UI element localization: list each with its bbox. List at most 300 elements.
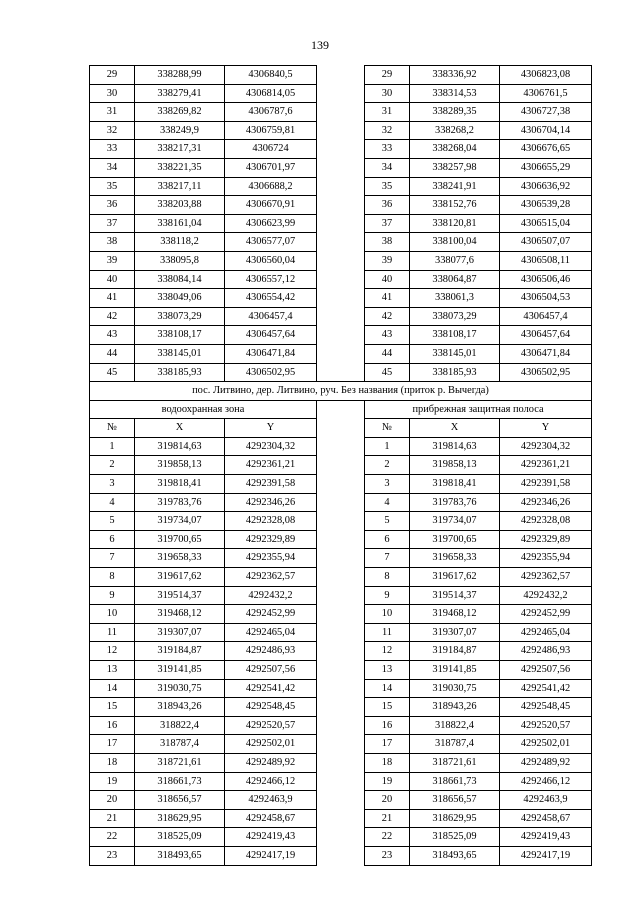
left-x-coordinate: 338145,01 bbox=[135, 344, 225, 363]
right-x-coordinate: 338073,29 bbox=[410, 307, 500, 326]
left-y-coordinate: 4306502,95 bbox=[225, 363, 317, 382]
table-row bbox=[90, 772, 592, 791]
right-x-coordinate: 338120,81 bbox=[410, 214, 500, 233]
right-x-coordinate: 318721,61 bbox=[410, 753, 500, 772]
column-gap bbox=[317, 586, 365, 605]
left-y-coordinate: 4292346,26 bbox=[225, 493, 317, 512]
right-y-coordinate: 4292362,57 bbox=[500, 568, 592, 587]
right-point-number: 8 bbox=[365, 568, 410, 587]
left-point-number: 17 bbox=[90, 735, 135, 754]
left-point-number: 19 bbox=[90, 772, 135, 791]
right-y-coordinate: 4292328,08 bbox=[500, 512, 592, 531]
left-point-number: 40 bbox=[90, 270, 135, 289]
right-point-number: 29 bbox=[365, 66, 410, 85]
left-subtitle: водоохранная зона bbox=[90, 400, 317, 419]
left-point-number: 8 bbox=[90, 568, 135, 587]
right-point-number: 35 bbox=[365, 177, 410, 196]
right-point-number: 7 bbox=[365, 549, 410, 568]
right-y-coordinate: 4306823,08 bbox=[500, 66, 592, 85]
left-header-x: X bbox=[135, 419, 225, 438]
right-x-coordinate: 338289,35 bbox=[410, 103, 500, 122]
column-gap bbox=[317, 251, 365, 270]
left-x-coordinate: 338217,31 bbox=[135, 140, 225, 159]
left-x-coordinate: 319858,13 bbox=[135, 456, 225, 475]
right-y-coordinate: 4292452,99 bbox=[500, 605, 592, 624]
column-gap bbox=[317, 419, 365, 438]
column-gap bbox=[317, 549, 365, 568]
column-gap bbox=[317, 475, 365, 494]
left-y-coordinate: 4292520,57 bbox=[225, 716, 317, 735]
column-gap bbox=[317, 493, 365, 512]
coordinates-table bbox=[89, 65, 592, 866]
subtitle-row bbox=[90, 400, 592, 419]
right-x-coordinate: 338077,6 bbox=[410, 251, 500, 270]
table-row bbox=[90, 140, 592, 159]
right-x-coordinate: 319307,07 bbox=[410, 623, 500, 642]
table-row bbox=[90, 456, 592, 475]
right-x-coordinate: 319700,65 bbox=[410, 530, 500, 549]
table-row bbox=[90, 326, 592, 345]
left-y-coordinate: 4306557,12 bbox=[225, 270, 317, 289]
left-y-coordinate: 4306457,64 bbox=[225, 326, 317, 345]
right-x-coordinate: 318525,09 bbox=[410, 828, 500, 847]
section-title: пос. Литвино, дер. Литвино, руч. Без названия (приток р. Вычегда) bbox=[90, 382, 592, 401]
table-row bbox=[90, 251, 592, 270]
left-point-number: 10 bbox=[90, 605, 135, 624]
left-point-number: 43 bbox=[90, 326, 135, 345]
left-y-coordinate: 4292458,67 bbox=[225, 809, 317, 828]
left-x-coordinate: 338049,06 bbox=[135, 289, 225, 308]
table-row bbox=[90, 605, 592, 624]
left-x-coordinate: 338279,41 bbox=[135, 84, 225, 103]
right-x-coordinate: 318629,95 bbox=[410, 809, 500, 828]
right-header-x: X bbox=[410, 419, 500, 438]
right-y-coordinate: 4306636,92 bbox=[500, 177, 592, 196]
right-x-coordinate: 319141,85 bbox=[410, 661, 500, 680]
right-point-number: 33 bbox=[365, 140, 410, 159]
column-gap bbox=[317, 828, 365, 847]
right-header-y: Y bbox=[500, 419, 592, 438]
left-y-coordinate: 4306554,42 bbox=[225, 289, 317, 308]
left-point-number: 32 bbox=[90, 121, 135, 140]
left-x-coordinate: 318525,09 bbox=[135, 828, 225, 847]
right-header-num: № bbox=[365, 419, 410, 438]
right-x-coordinate: 319184,87 bbox=[410, 642, 500, 661]
right-y-coordinate: 4306504,53 bbox=[500, 289, 592, 308]
left-y-coordinate: 4292432,2 bbox=[225, 586, 317, 605]
right-x-coordinate: 338314,53 bbox=[410, 84, 500, 103]
left-point-number: 42 bbox=[90, 307, 135, 326]
table-row bbox=[90, 642, 592, 661]
left-x-coordinate: 338095,8 bbox=[135, 251, 225, 270]
right-x-coordinate: 319734,07 bbox=[410, 512, 500, 531]
right-y-coordinate: 4292304,32 bbox=[500, 437, 592, 456]
left-x-coordinate: 338084,14 bbox=[135, 270, 225, 289]
left-y-coordinate: 4292486,93 bbox=[225, 642, 317, 661]
top-rows bbox=[90, 66, 592, 382]
left-y-coordinate: 4306577,07 bbox=[225, 233, 317, 252]
right-y-coordinate: 4292346,26 bbox=[500, 493, 592, 512]
left-y-coordinate: 4292466,12 bbox=[225, 772, 317, 791]
table-row bbox=[90, 809, 592, 828]
right-x-coordinate: 338336,92 bbox=[410, 66, 500, 85]
right-point-number: 42 bbox=[365, 307, 410, 326]
right-y-coordinate: 4292507,56 bbox=[500, 661, 592, 680]
left-y-coordinate: 4292465,04 bbox=[225, 623, 317, 642]
left-point-number: 39 bbox=[90, 251, 135, 270]
table-row bbox=[90, 121, 592, 140]
left-y-coordinate: 4306670,91 bbox=[225, 196, 317, 215]
table-row bbox=[90, 196, 592, 215]
column-gap bbox=[317, 809, 365, 828]
table-row bbox=[90, 493, 592, 512]
right-y-coordinate: 4306761,5 bbox=[500, 84, 592, 103]
column-gap bbox=[317, 679, 365, 698]
left-point-number: 7 bbox=[90, 549, 135, 568]
left-y-coordinate: 4292329,89 bbox=[225, 530, 317, 549]
left-point-number: 1 bbox=[90, 437, 135, 456]
table-row bbox=[90, 307, 592, 326]
table-row bbox=[90, 103, 592, 122]
left-x-coordinate: 338203,88 bbox=[135, 196, 225, 215]
column-gap bbox=[317, 177, 365, 196]
left-point-number: 16 bbox=[90, 716, 135, 735]
right-x-coordinate: 338241,91 bbox=[410, 177, 500, 196]
column-gap bbox=[317, 84, 365, 103]
table-row bbox=[90, 846, 592, 865]
right-x-coordinate: 318661,73 bbox=[410, 772, 500, 791]
left-y-coordinate: 4292541,42 bbox=[225, 679, 317, 698]
left-y-coordinate: 4292328,08 bbox=[225, 512, 317, 531]
right-y-coordinate: 4292541,42 bbox=[500, 679, 592, 698]
left-point-number: 18 bbox=[90, 753, 135, 772]
column-gap bbox=[317, 437, 365, 456]
right-x-coordinate: 319468,12 bbox=[410, 605, 500, 624]
left-x-coordinate: 338288,99 bbox=[135, 66, 225, 85]
left-point-number: 35 bbox=[90, 177, 135, 196]
right-x-coordinate: 318656,57 bbox=[410, 791, 500, 810]
left-x-coordinate: 318721,61 bbox=[135, 753, 225, 772]
section-header bbox=[90, 382, 592, 438]
left-x-coordinate: 338269,82 bbox=[135, 103, 225, 122]
right-point-number: 6 bbox=[365, 530, 410, 549]
page-number: 139 bbox=[311, 38, 329, 52]
left-point-number: 38 bbox=[90, 233, 135, 252]
right-y-coordinate: 4306506,46 bbox=[500, 270, 592, 289]
table-row bbox=[90, 623, 592, 642]
left-x-coordinate: 318943,26 bbox=[135, 698, 225, 717]
right-point-number: 16 bbox=[365, 716, 410, 735]
column-gap bbox=[317, 512, 365, 531]
right-y-coordinate: 4292391,58 bbox=[500, 475, 592, 494]
right-point-number: 38 bbox=[365, 233, 410, 252]
right-point-number: 44 bbox=[365, 344, 410, 363]
left-y-coordinate: 4306701,97 bbox=[225, 158, 317, 177]
table-row bbox=[90, 568, 592, 587]
table-row bbox=[90, 828, 592, 847]
right-x-coordinate: 319818,41 bbox=[410, 475, 500, 494]
column-gap bbox=[317, 326, 365, 345]
right-x-coordinate: 338064,87 bbox=[410, 270, 500, 289]
table-row bbox=[90, 270, 592, 289]
right-y-coordinate: 4292548,45 bbox=[500, 698, 592, 717]
left-y-coordinate: 4306724 bbox=[225, 140, 317, 159]
left-x-coordinate: 319514,37 bbox=[135, 586, 225, 605]
left-y-coordinate: 4306623,99 bbox=[225, 214, 317, 233]
table-row bbox=[90, 530, 592, 549]
column-gap bbox=[317, 66, 365, 85]
left-point-number: 9 bbox=[90, 586, 135, 605]
left-point-number: 5 bbox=[90, 512, 135, 531]
table-row bbox=[90, 233, 592, 252]
left-x-coordinate: 338073,29 bbox=[135, 307, 225, 326]
column-gap bbox=[317, 344, 365, 363]
left-y-coordinate: 4292507,56 bbox=[225, 661, 317, 680]
left-y-coordinate: 4292452,99 bbox=[225, 605, 317, 624]
right-point-number: 5 bbox=[365, 512, 410, 531]
right-point-number: 18 bbox=[365, 753, 410, 772]
section-title-row bbox=[90, 382, 592, 401]
left-x-coordinate: 318493,65 bbox=[135, 846, 225, 865]
right-point-number: 20 bbox=[365, 791, 410, 810]
left-y-coordinate: 4306814,05 bbox=[225, 84, 317, 103]
column-gap bbox=[317, 307, 365, 326]
table-row bbox=[90, 344, 592, 363]
right-point-number: 1 bbox=[365, 437, 410, 456]
left-point-number: 21 bbox=[90, 809, 135, 828]
left-point-number: 37 bbox=[90, 214, 135, 233]
right-y-coordinate: 4306704,14 bbox=[500, 121, 592, 140]
column-gap bbox=[317, 270, 365, 289]
right-y-coordinate: 4292361,21 bbox=[500, 456, 592, 475]
right-point-number: 37 bbox=[365, 214, 410, 233]
table-row bbox=[90, 66, 592, 85]
column-gap bbox=[317, 623, 365, 642]
table-row bbox=[90, 363, 592, 382]
right-y-coordinate: 4306502,95 bbox=[500, 363, 592, 382]
table-row bbox=[90, 753, 592, 772]
right-y-coordinate: 4292432,2 bbox=[500, 586, 592, 605]
column-gap bbox=[317, 661, 365, 680]
table-row bbox=[90, 661, 592, 680]
table-row bbox=[90, 512, 592, 531]
left-x-coordinate: 338185,93 bbox=[135, 363, 225, 382]
right-point-number: 2 bbox=[365, 456, 410, 475]
left-x-coordinate: 319468,12 bbox=[135, 605, 225, 624]
table-row bbox=[90, 158, 592, 177]
left-y-coordinate: 4306688,2 bbox=[225, 177, 317, 196]
left-x-coordinate: 319734,07 bbox=[135, 512, 225, 531]
column-gap bbox=[317, 289, 365, 308]
left-point-number: 45 bbox=[90, 363, 135, 382]
left-y-coordinate: 4292502,01 bbox=[225, 735, 317, 754]
right-point-number: 21 bbox=[365, 809, 410, 828]
right-point-number: 31 bbox=[365, 103, 410, 122]
column-gap bbox=[317, 530, 365, 549]
left-x-coordinate: 338161,04 bbox=[135, 214, 225, 233]
left-y-coordinate: 4292463,9 bbox=[225, 791, 317, 810]
bottom-rows bbox=[90, 437, 592, 865]
right-y-coordinate: 4306457,4 bbox=[500, 307, 592, 326]
right-x-coordinate: 338108,17 bbox=[410, 326, 500, 345]
left-header-num: № bbox=[90, 419, 135, 438]
column-gap bbox=[317, 772, 365, 791]
left-point-number: 6 bbox=[90, 530, 135, 549]
left-point-number: 29 bbox=[90, 66, 135, 85]
left-y-coordinate: 4306787,6 bbox=[225, 103, 317, 122]
left-point-number: 14 bbox=[90, 679, 135, 698]
table-row bbox=[90, 84, 592, 103]
left-point-number: 13 bbox=[90, 661, 135, 680]
right-y-coordinate: 4292466,12 bbox=[500, 772, 592, 791]
left-x-coordinate: 338217,11 bbox=[135, 177, 225, 196]
table-row bbox=[90, 214, 592, 233]
right-y-coordinate: 4306507,07 bbox=[500, 233, 592, 252]
right-y-coordinate: 4292489,92 bbox=[500, 753, 592, 772]
right-x-coordinate: 319814,63 bbox=[410, 437, 500, 456]
left-x-coordinate: 338221,35 bbox=[135, 158, 225, 177]
left-x-coordinate: 319141,85 bbox=[135, 661, 225, 680]
left-x-coordinate: 338249,9 bbox=[135, 121, 225, 140]
right-x-coordinate: 338152,76 bbox=[410, 196, 500, 215]
left-point-number: 23 bbox=[90, 846, 135, 865]
right-point-number: 36 bbox=[365, 196, 410, 215]
right-point-number: 19 bbox=[365, 772, 410, 791]
right-y-coordinate: 4292355,94 bbox=[500, 549, 592, 568]
column-gap bbox=[317, 735, 365, 754]
right-point-number: 3 bbox=[365, 475, 410, 494]
column-gap bbox=[317, 716, 365, 735]
left-x-coordinate: 319658,33 bbox=[135, 549, 225, 568]
left-y-coordinate: 4306759,81 bbox=[225, 121, 317, 140]
right-y-coordinate: 4306727,38 bbox=[500, 103, 592, 122]
left-y-coordinate: 4292419,43 bbox=[225, 828, 317, 847]
right-y-coordinate: 4292520,57 bbox=[500, 716, 592, 735]
right-point-number: 41 bbox=[365, 289, 410, 308]
left-x-coordinate: 338118,2 bbox=[135, 233, 225, 252]
table-row bbox=[90, 716, 592, 735]
left-x-coordinate: 319030,75 bbox=[135, 679, 225, 698]
right-point-number: 12 bbox=[365, 642, 410, 661]
right-y-coordinate: 4292419,43 bbox=[500, 828, 592, 847]
right-x-coordinate: 338061,3 bbox=[410, 289, 500, 308]
right-x-coordinate: 319514,37 bbox=[410, 586, 500, 605]
right-point-number: 43 bbox=[365, 326, 410, 345]
left-x-coordinate: 318656,57 bbox=[135, 791, 225, 810]
right-y-coordinate: 4292417,19 bbox=[500, 846, 592, 865]
left-point-number: 11 bbox=[90, 623, 135, 642]
left-y-coordinate: 4306840,5 bbox=[225, 66, 317, 85]
right-x-coordinate: 338268,04 bbox=[410, 140, 500, 159]
right-point-number: 34 bbox=[365, 158, 410, 177]
column-gap bbox=[317, 140, 365, 159]
right-point-number: 14 bbox=[365, 679, 410, 698]
column-gap bbox=[317, 196, 365, 215]
column-gap bbox=[317, 791, 365, 810]
right-point-number: 22 bbox=[365, 828, 410, 847]
left-point-number: 12 bbox=[90, 642, 135, 661]
right-x-coordinate: 318822,4 bbox=[410, 716, 500, 735]
table-row bbox=[90, 791, 592, 810]
left-x-coordinate: 319783,76 bbox=[135, 493, 225, 512]
right-y-coordinate: 4292458,67 bbox=[500, 809, 592, 828]
left-y-coordinate: 4306560,04 bbox=[225, 251, 317, 270]
table-row bbox=[90, 586, 592, 605]
left-y-coordinate: 4292489,92 bbox=[225, 753, 317, 772]
left-header-y: Y bbox=[225, 419, 317, 438]
right-x-coordinate: 318943,26 bbox=[410, 698, 500, 717]
column-gap bbox=[317, 846, 365, 865]
left-x-coordinate: 318661,73 bbox=[135, 772, 225, 791]
left-x-coordinate: 338108,17 bbox=[135, 326, 225, 345]
left-x-coordinate: 319814,63 bbox=[135, 437, 225, 456]
table-row bbox=[90, 735, 592, 754]
right-subtitle: прибрежная защитная полоса bbox=[365, 400, 592, 419]
column-header-row bbox=[90, 419, 592, 438]
left-point-number: 20 bbox=[90, 791, 135, 810]
left-x-coordinate: 319617,62 bbox=[135, 568, 225, 587]
left-y-coordinate: 4292361,21 bbox=[225, 456, 317, 475]
right-y-coordinate: 4292329,89 bbox=[500, 530, 592, 549]
right-y-coordinate: 4292486,93 bbox=[500, 642, 592, 661]
right-x-coordinate: 338257,98 bbox=[410, 158, 500, 177]
right-y-coordinate: 4292465,04 bbox=[500, 623, 592, 642]
column-gap bbox=[317, 233, 365, 252]
right-y-coordinate: 4306515,04 bbox=[500, 214, 592, 233]
right-y-coordinate: 4306676,65 bbox=[500, 140, 592, 159]
right-x-coordinate: 318493,65 bbox=[410, 846, 500, 865]
table-row bbox=[90, 475, 592, 494]
right-point-number: 10 bbox=[365, 605, 410, 624]
right-x-coordinate: 319030,75 bbox=[410, 679, 500, 698]
left-x-coordinate: 318787,4 bbox=[135, 735, 225, 754]
right-point-number: 23 bbox=[365, 846, 410, 865]
left-y-coordinate: 4292548,45 bbox=[225, 698, 317, 717]
right-point-number: 32 bbox=[365, 121, 410, 140]
right-y-coordinate: 4292463,9 bbox=[500, 791, 592, 810]
column-gap bbox=[317, 103, 365, 122]
right-y-coordinate: 4306508,11 bbox=[500, 251, 592, 270]
left-point-number: 22 bbox=[90, 828, 135, 847]
left-y-coordinate: 4292355,94 bbox=[225, 549, 317, 568]
right-x-coordinate: 319617,62 bbox=[410, 568, 500, 587]
left-x-coordinate: 318629,95 bbox=[135, 809, 225, 828]
right-point-number: 39 bbox=[365, 251, 410, 270]
left-x-coordinate: 319700,65 bbox=[135, 530, 225, 549]
right-x-coordinate: 338268,2 bbox=[410, 121, 500, 140]
left-y-coordinate: 4292417,19 bbox=[225, 846, 317, 865]
right-y-coordinate: 4292502,01 bbox=[500, 735, 592, 754]
table-row bbox=[90, 698, 592, 717]
right-point-number: 40 bbox=[365, 270, 410, 289]
right-x-coordinate: 338145,01 bbox=[410, 344, 500, 363]
left-y-coordinate: 4292391,58 bbox=[225, 475, 317, 494]
right-point-number: 30 bbox=[365, 84, 410, 103]
column-gap bbox=[317, 400, 365, 419]
right-x-coordinate: 318787,4 bbox=[410, 735, 500, 754]
left-point-number: 34 bbox=[90, 158, 135, 177]
right-y-coordinate: 4306457,64 bbox=[500, 326, 592, 345]
column-gap bbox=[317, 158, 365, 177]
right-x-coordinate: 319783,76 bbox=[410, 493, 500, 512]
left-point-number: 33 bbox=[90, 140, 135, 159]
column-gap bbox=[317, 753, 365, 772]
left-point-number: 44 bbox=[90, 344, 135, 363]
right-point-number: 15 bbox=[365, 698, 410, 717]
table-row bbox=[90, 549, 592, 568]
left-y-coordinate: 4292362,57 bbox=[225, 568, 317, 587]
left-point-number: 31 bbox=[90, 103, 135, 122]
